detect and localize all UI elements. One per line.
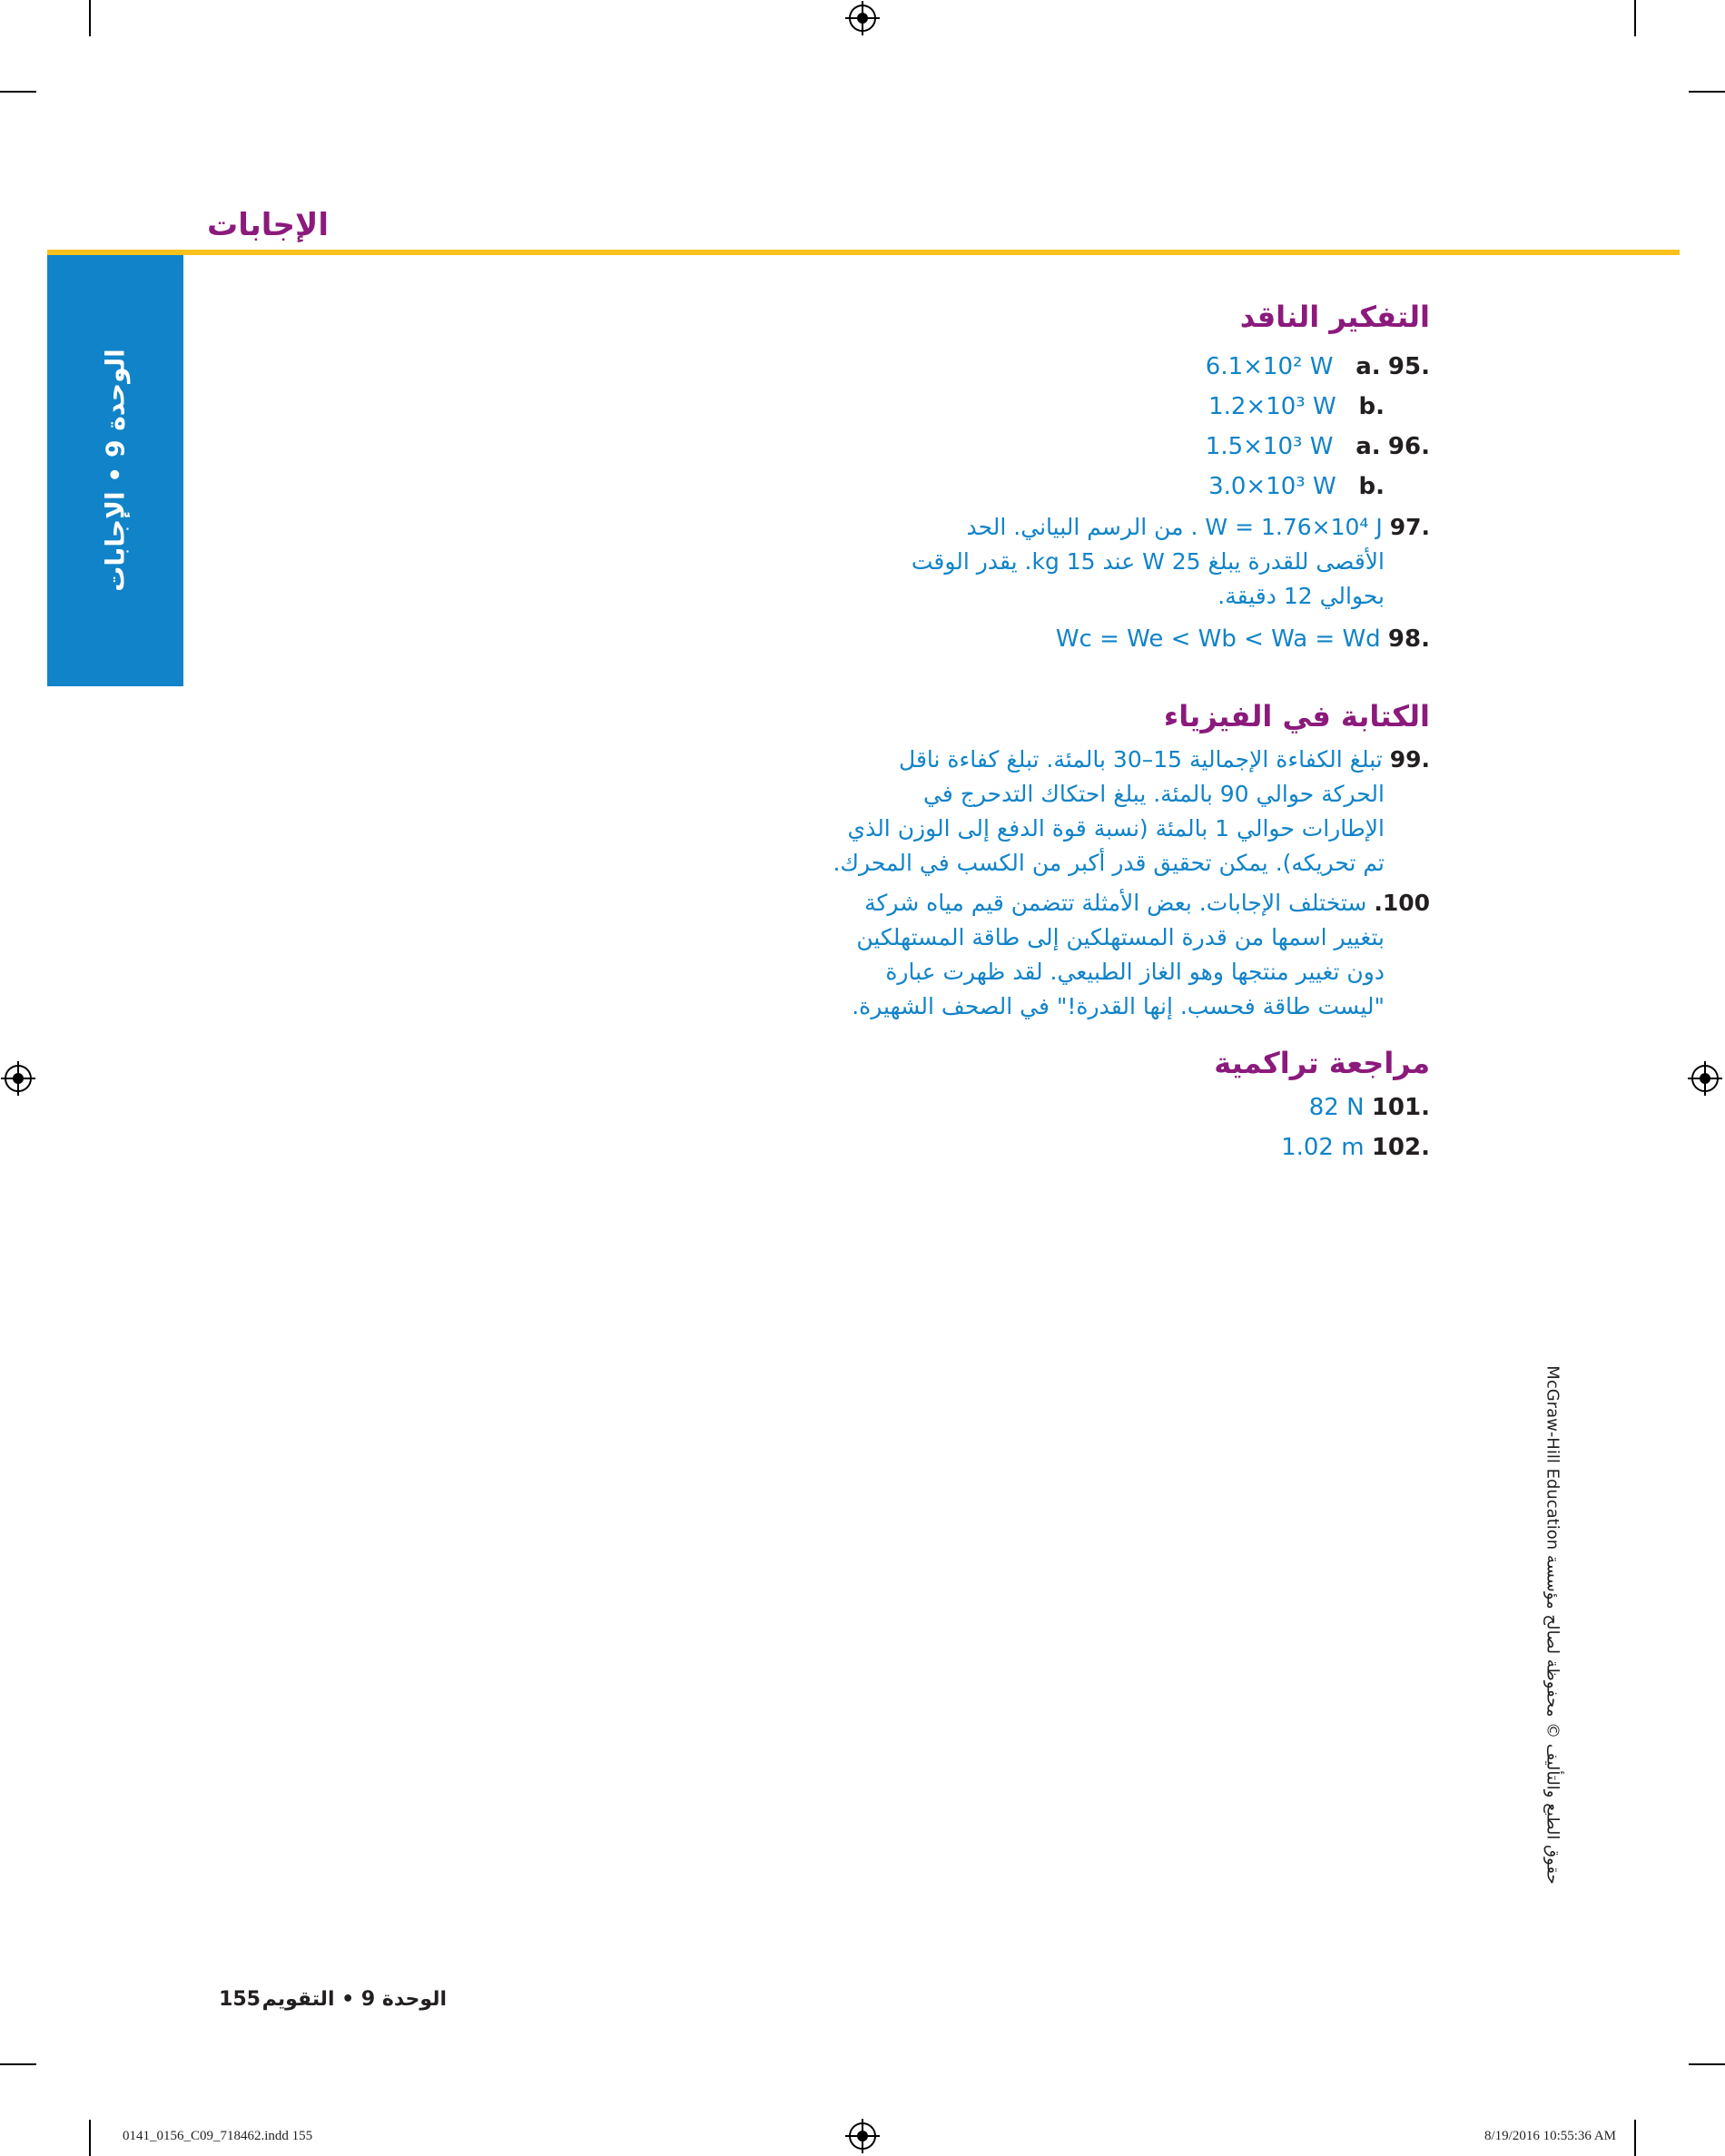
side-tab-label: الوحدة 9 • الإجابات	[100, 349, 131, 592]
crop-mark	[89, 2120, 91, 2156]
section-writing-in-physics	[794, 699, 1430, 1029]
registration-mark-icon	[849, 5, 876, 32]
section-heading: الكتابة في الفيزياء	[1163, 699, 1430, 733]
answer-row: .b 1.2×10³ W	[1208, 393, 1385, 420]
crop-mark	[1634, 0, 1636, 36]
answer-row: .101 82 N	[1308, 1094, 1430, 1121]
slug-file: 0141_0156_C09_718462.indd 155	[123, 2129, 313, 2143]
section-heading: التفكير الناقد	[1239, 300, 1430, 334]
side-tab	[47, 255, 183, 686]
answer-value: 1.2×10³ W	[1208, 393, 1336, 420]
answer-98: .98 Wc = We < Wb < Wa = Wd	[1055, 625, 1430, 653]
answer-row: .96 .a 1.5×10³ W	[1205, 433, 1430, 460]
section-cumulative-review	[794, 1046, 1430, 1167]
answer-value: 6.1×10² W	[1205, 353, 1334, 380]
answer-value: 82 N	[1308, 1094, 1365, 1121]
crop-mark	[0, 2063, 36, 2065]
footer-label: الوحدة 9 • التقويم	[261, 1988, 447, 2011]
answer-value: 3.0×10³ W	[1208, 473, 1336, 500]
crop-mark	[1689, 91, 1725, 93]
answer-row: .102 1.02 m	[1281, 1134, 1430, 1161]
copyright-notice: حقوق الطبع والتأليف © محفوظة لصالح مؤسسة McGraw-Hill Education	[1543, 1365, 1562, 1885]
registration-mark-icon	[849, 2122, 876, 2150]
answer-value: 1.02 m	[1281, 1134, 1365, 1161]
answer-99: .99 تبلغ الكفاءة الإجمالية 15–30 بالمئة. تبلغ كفاءة ناقل الحركة حوالي 90 بالمئة. يبلغ احتكاك التدحرج في الإطارات حوالي 1 بالمئة (نسبة قوة الدفع إلى الوزن الذي تم تحريكه). يمكن تحقيق قدر أكبر من الكسب في المحرك.	[833, 746, 1430, 876]
crop-mark	[0, 91, 36, 93]
answer-row: .95 .a 6.1×10² W	[1205, 353, 1430, 380]
page-number: 155	[219, 1988, 261, 2011]
answer-value: 1.5×10³ W	[1205, 433, 1334, 460]
crop-mark	[89, 0, 91, 36]
registration-mark-icon	[5, 1065, 32, 1092]
answer-97: .97 W = 1.76×10⁴ J . من الرسم البياني. الحد الأقصى للقدرة يبلغ W 25 عند kg 15. يقدر الوقت بحوالي 12 دقيقة.	[911, 514, 1430, 609]
page-title: الإجابات	[207, 207, 329, 243]
answer-100: 100. ستختلف الإجابات. بعض الأمثلة تتضمن قيم مياه شركة بتغيير اسمها من قدرة المستهلكين إلى طاقة المستهلكين دون تغيير منتجها وهو الغاز الطبيعي. لقد ظهرت عبارة "ليست طاقة فحسب. إنها القدرة!" في الصحف الشهيرة.	[852, 890, 1430, 1019]
slug-date: 8/19/2016 10:55:36 AM	[1484, 2129, 1616, 2143]
answer-value: Wc = We < Wb < Wa = Wd	[1055, 625, 1381, 653]
section-critical-thinking	[794, 300, 1430, 659]
answer-row: .b 3.0×10³ W	[1208, 473, 1385, 500]
crop-mark	[1689, 2063, 1725, 2065]
registration-mark-icon	[1691, 1065, 1719, 1092]
section-heading: مراجعة تراكمية	[1214, 1046, 1430, 1080]
header-rule	[47, 250, 1680, 255]
crop-mark	[1634, 2120, 1636, 2156]
